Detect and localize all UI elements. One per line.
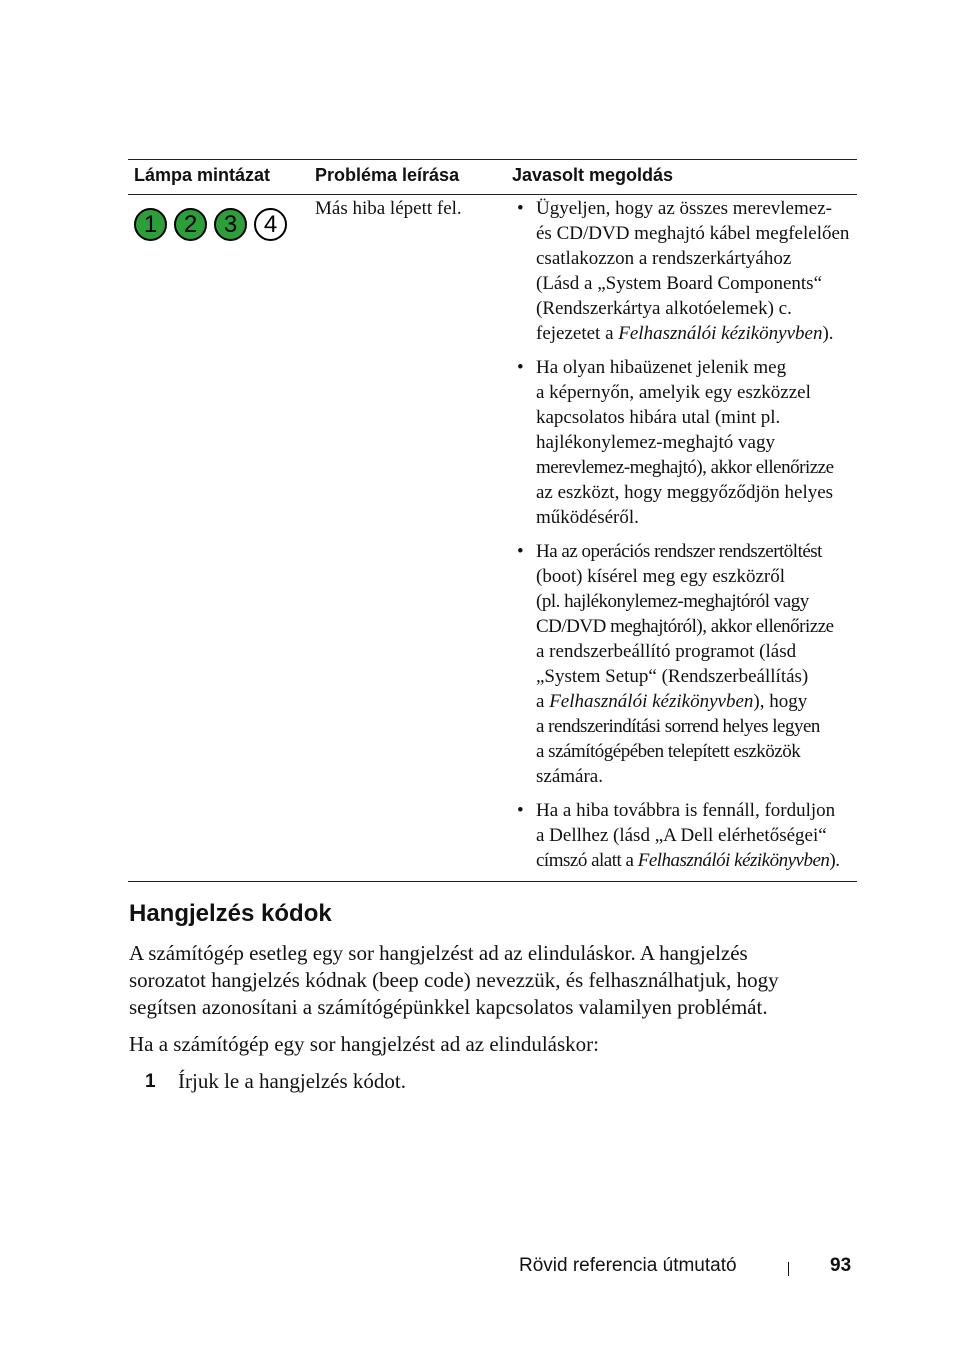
table-header-row	[128, 160, 857, 195]
solution-line: fejezetet a Felhasználói kézikönyvben).	[536, 323, 834, 344]
bullet-icon: •	[517, 541, 524, 562]
solution-line: Ha olyan hibaüzenet jelenik meg	[536, 357, 787, 378]
solution-item	[512, 355, 857, 530]
footer-divider	[788, 1262, 789, 1276]
solution-line: számára.	[536, 766, 603, 787]
solution-line: címszó alatt a Felhasználói kézikönyvben).	[536, 850, 840, 871]
header-solution: Javasolt megoldás	[512, 165, 674, 185]
solution-line: Ha a hiba továbbra is fennáll, forduljon	[536, 800, 836, 821]
solution-line: a rendszerbeállító programot (lásd	[536, 641, 797, 662]
solution-line: CD/DVD meghajtóról), akkor ellenőrizze	[536, 616, 834, 637]
header-problem: Probléma leírása	[315, 165, 460, 185]
diagnostic-table	[128, 159, 857, 882]
solution-item	[512, 798, 857, 873]
header-lamp-pattern: Lámpa mintázat	[134, 165, 271, 185]
bullet-icon: •	[517, 800, 524, 821]
solution-line: csatlakozzon a rendszerkártyához	[536, 248, 792, 269]
bullet-icon: •	[517, 198, 524, 219]
step-number: 1	[145, 1071, 156, 1092]
solution-item	[512, 196, 857, 346]
lamp-1-icon: 1	[134, 208, 167, 241]
page-number: 93	[830, 1255, 852, 1276]
solution-line: és CD/DVD meghajtó kábel megfelelően	[536, 223, 850, 244]
solution-line: (pl. hajlékonylemez-meghajtóról vagy	[536, 591, 809, 612]
solution-line: merevlemez-meghajtó), akkor ellenőrizze	[536, 457, 834, 478]
problem-description: Más hiba lépett fel.	[315, 198, 462, 219]
bullet-icon: •	[517, 357, 524, 378]
intro-paragraph	[129, 940, 779, 1021]
solution-line: a számítógépében telepített eszközök	[536, 741, 801, 762]
solution-line: (Lásd a „System Board Components“	[536, 273, 823, 294]
lamp-4-icon: 4	[254, 208, 287, 241]
solution-line: Ha az operációs rendszer rendszertöltést	[536, 541, 822, 562]
step-text: Írjuk le a hangjelzés kódot.	[178, 1069, 407, 1093]
paragraph-line: sorozatot hangjelzés kódnak (beep code) nevezzük, és felhasználhatjuk, hogy	[129, 968, 779, 992]
footer-title: Rövid referencia útmutató	[519, 1255, 737, 1276]
solution-line: kapcsolatos hibára utal (mint pl.	[536, 407, 781, 428]
paragraph-line: segítsen azonosítani a számítógépünkkel kapcsolatos valamilyen problémát.	[129, 995, 768, 1019]
solution-line: a Felhasználói kézikönyvben), hogy	[536, 691, 808, 712]
solution-line: működéséről.	[536, 507, 639, 528]
solution-line: „System Setup“ (Rendszerbeállítás)	[536, 666, 809, 687]
solution-line: hajlékonylemez-meghajtó vagy	[536, 432, 775, 453]
lamp-3-icon: 3	[214, 208, 247, 241]
solution-line: a képernyőn, amelyik egy eszközzel	[536, 382, 811, 403]
solution-item	[512, 539, 857, 789]
solution-line: Ügyeljen, hogy az összes merevlemez-	[536, 198, 832, 219]
solution-list	[512, 196, 857, 882]
paragraph-line: A számítógép esetleg egy sor hangjelzést ad az elinduláskor. A hangjelzés	[129, 941, 748, 965]
table-row	[128, 195, 857, 881]
solution-line: a rendszerindítási sorrend helyes legyen	[536, 716, 820, 737]
lamp-2-icon: 2	[174, 208, 207, 241]
solution-line: az eszközt, hogy meggyőződjön helyes	[536, 482, 834, 503]
solution-line: a Dellhez (lásd „A Dell elérhetőségei“	[536, 825, 827, 846]
section-title: Hangjelzés kódok	[129, 900, 332, 927]
solution-line: (Rendszerkártya alkotóelemek) c.	[536, 298, 792, 319]
solution-line: (boot) kísérel meg egy eszközről	[536, 566, 786, 587]
instruction-paragraph: Ha a számítógép egy sor hangjelzést ad az elinduláskor:	[129, 1032, 599, 1056]
